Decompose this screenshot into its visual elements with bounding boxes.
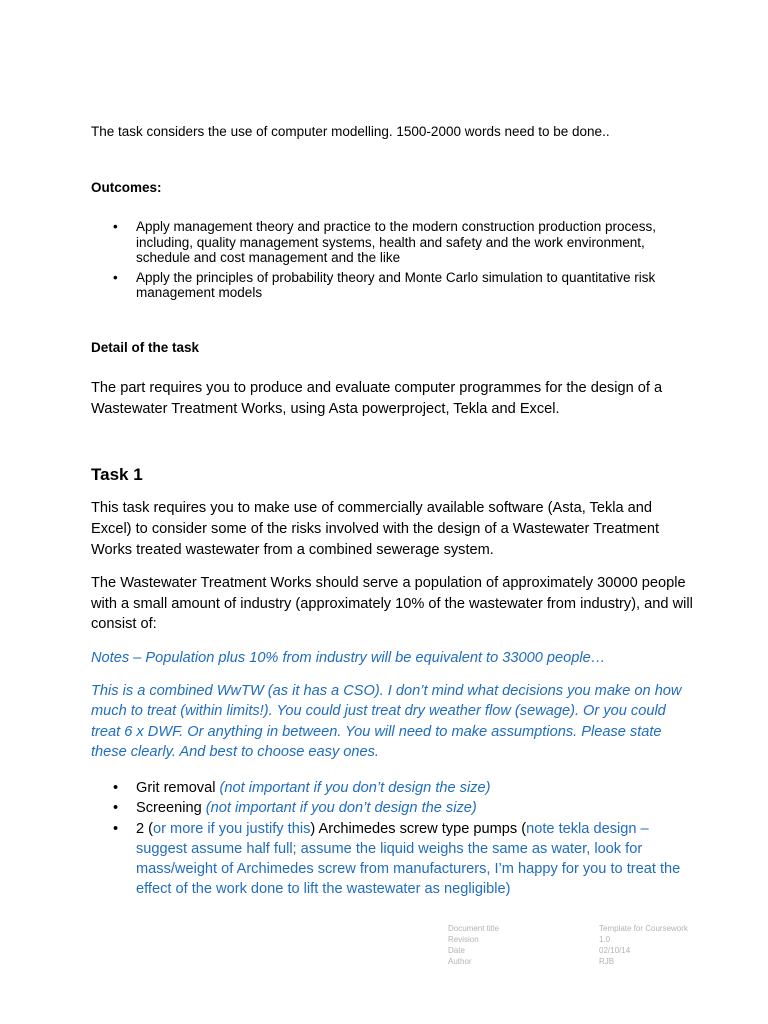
bullet-icon: • xyxy=(113,219,118,234)
footer-value: 02/10/14 xyxy=(599,946,631,955)
outcome-text: Apply management theory and practice to the modern construction production process, including, quality management systems, health and safety and the work environment, schedule and cost management and the like xyxy=(136,219,657,266)
list-item xyxy=(91,270,691,301)
detail-heading: Detail of the task xyxy=(91,340,200,355)
footer-value: RJB xyxy=(599,957,615,966)
item-main: Screening xyxy=(136,800,206,817)
bullet-icon: • xyxy=(113,820,119,837)
footer-values xyxy=(599,923,688,967)
list-item xyxy=(91,819,701,900)
bullet-icon: • xyxy=(113,800,119,817)
task1-serve-paragraph: The Wastewater Treatment Works should serve a population of approximately 30000 people with a small amount of industry (approximately 10% of the wastewater from industry), and will consist of: xyxy=(91,575,693,632)
footer-value: Template for Coursework xyxy=(599,924,688,933)
task1-list xyxy=(91,778,701,900)
item-note: (not important if you don’t design the size) xyxy=(205,800,477,817)
bullet-icon: • xyxy=(113,269,118,285)
list-item xyxy=(91,219,691,266)
item-main: Grit removal xyxy=(136,780,220,796)
list-item xyxy=(91,778,701,798)
footer-label: Author xyxy=(448,957,472,966)
footer-label: Date xyxy=(448,946,465,955)
outcome-text: Apply the principles of probability theory and Monte Carlo simulation to quantitative risk management models xyxy=(136,269,656,301)
list-item xyxy=(91,798,701,818)
item-note: (not important if you don’t design the size) xyxy=(219,780,491,796)
outcomes-heading: Outcomes: xyxy=(91,180,162,195)
item-note: or more if you justify this xyxy=(153,820,311,837)
detail-paragraph: The part requires you to produce and evaluate computer programmes for the design of a Wastewater Treatment Works, using Asta powerproject, Tekla and Excel. xyxy=(91,380,663,417)
footer-label: Document title xyxy=(448,924,500,933)
bullet-icon: • xyxy=(113,780,119,796)
task1-heading: Task 1 xyxy=(91,465,143,484)
notes-combined-wwtw: This is a combined WwTW (as it has a CSO). I don’t mind what decisions you make on how much to treat (within limits!). You could just treat dry weather flow (sewage). Or you could treat 6 x DWF. Or anything in between. You will need to make assumptions. Please state these clearly. And best to choose easy ones. xyxy=(91,683,682,760)
footer-labels xyxy=(448,923,499,967)
intro-paragraph: The task considers the use of computer modelling. 1500-2000 words need to be done.. xyxy=(91,124,610,139)
item-main: ) Archimedes screw type pumps ( xyxy=(310,820,527,837)
footer-label: Revision xyxy=(448,935,479,944)
footer-value: 1.0 xyxy=(599,935,611,944)
outcomes-list xyxy=(91,219,691,305)
task1-intro-paragraph: This task requires you to make use of commercially available software (Asta, Tekla and Excel) to consider some of the risks involved with the design of a Wastewater Treatment Works treated wastewater from a combined sewerage system. xyxy=(91,500,660,558)
notes-population: Notes – Population plus 10% from industry will be equivalent to 33000 people… xyxy=(91,650,606,666)
item-main: 2 ( xyxy=(136,820,154,837)
item-note: note tekla design – suggest assume half full; assume the liquid weighs the same as water, look for mass/weight of Archimedes screw from manufacturers, I’m happy for you to treat the effect of the work done to lift the wastewater as negligible) xyxy=(136,820,681,898)
